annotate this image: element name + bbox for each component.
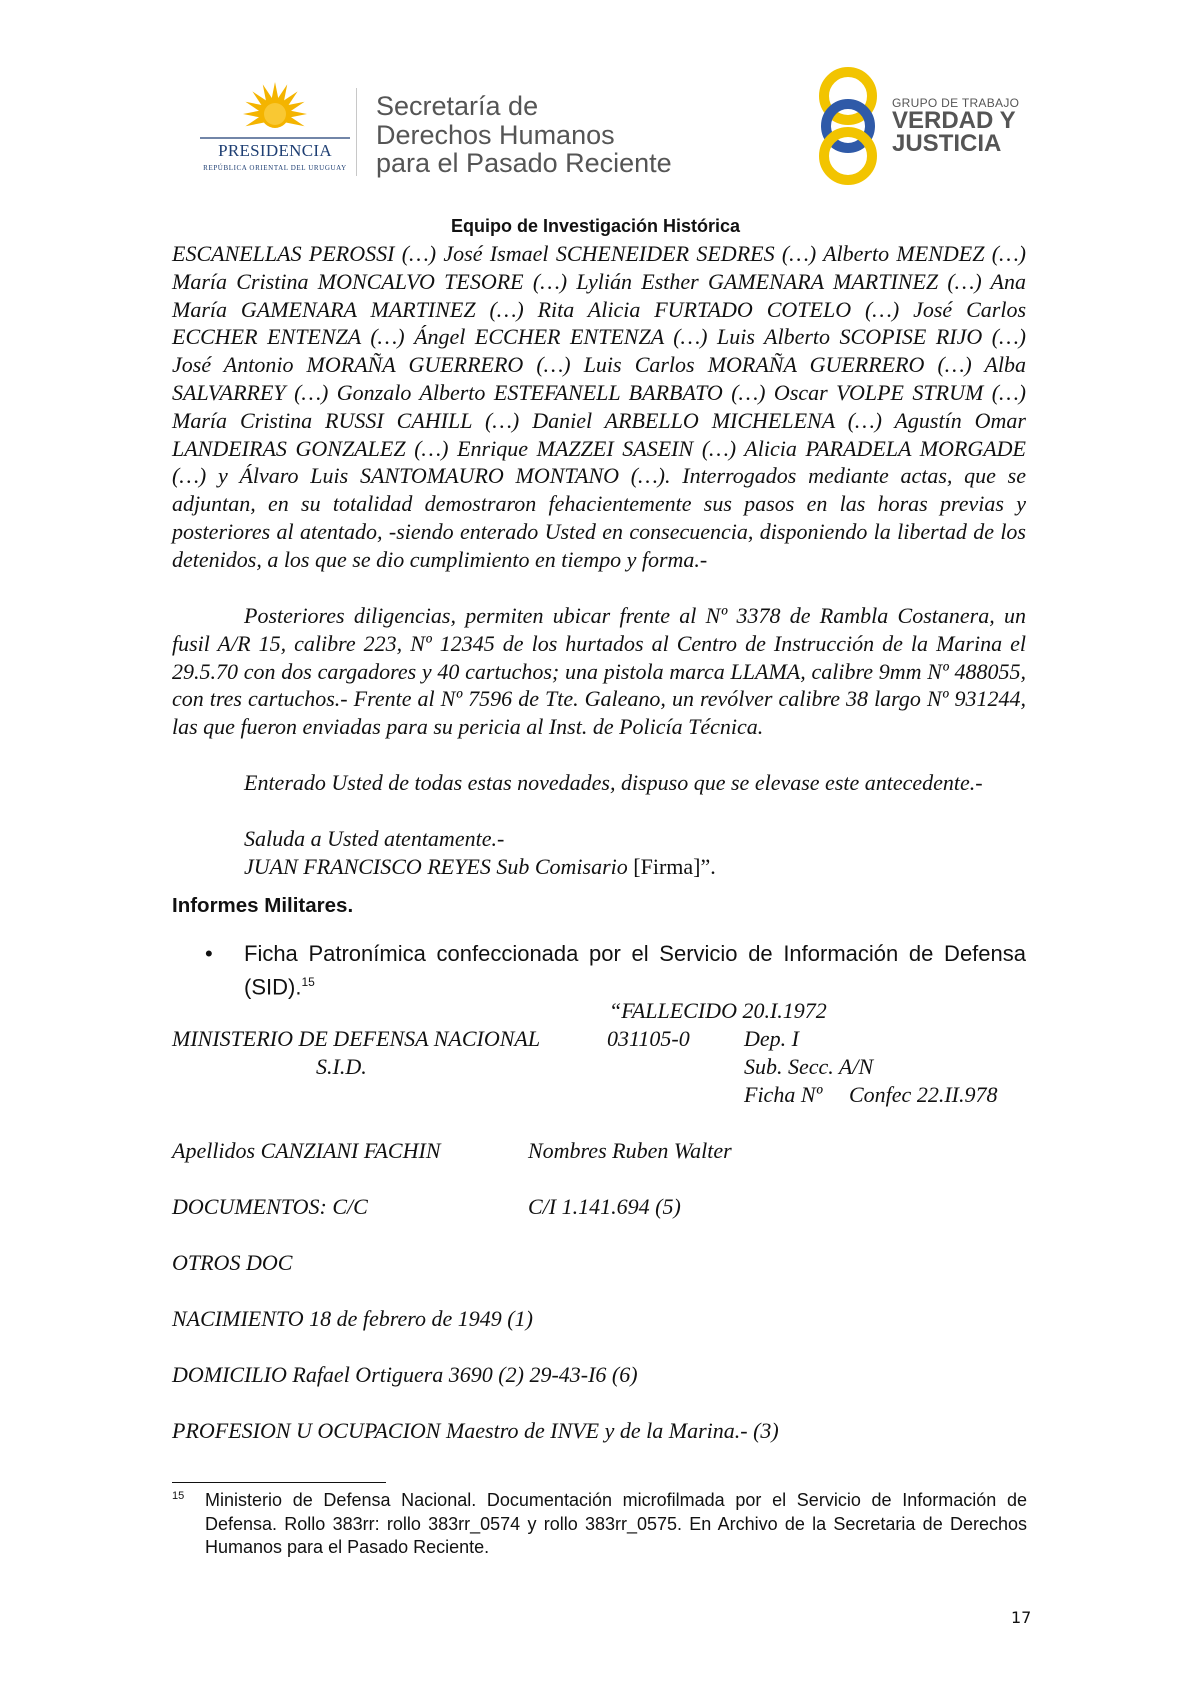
ficha-profesion: PROFESION U OCUPACION Maestro de INVE y de la Marina.- (3): [172, 1418, 779, 1443]
header-divider: [356, 88, 357, 176]
presidencia-label: PRESIDENCIA: [218, 141, 332, 160]
ficha-dep: Dep. I: [744, 1026, 799, 1051]
footnote-text: Ministerio de Defensa Nacional. Documentación microfilmada por el Servicio de Información de Defensa. Rollo 383rr: rollo 383rr_0574 y rollo 383rr_0575. En Archivo de la Secretaria de Derechos Humanos para el Pasado Reciente.: [205, 1490, 1027, 1557]
ficha-documentos: DOCUMENTOS: C/C: [172, 1194, 368, 1219]
footnote-separator: [172, 1482, 386, 1483]
signature-name: JUAN FRANCISCO REYES Sub Comisario: [244, 854, 628, 879]
grupo-trabajo-label: GRUPO DE TRABAJO: [892, 96, 1020, 110]
footnote-reference: 15: [301, 975, 315, 989]
secretaria-line-2: Derechos Humanos: [376, 120, 615, 150]
paragraph-diligencias: [172, 602, 1026, 741]
secretaria-line-3: para el Pasado Reciente: [376, 148, 672, 178]
justicia-label: JUSTICIA: [892, 130, 1002, 157]
paragraph-diligencias-text: Posteriores diligencias, permiten ubicar frente al Nº 3378 de Rambla Costanera, un fusil A/R 15, calibre 223, Nº 12345 de los hurtados al Centro de Instrucción de la Marina el 29.5.70 con dos cargadores y 40 cartuchos; una pistola marca LLAMA, calibre 9mm Nº 488055, con tres cartuchos.- Frente al Nº 7596 de Tte. Galeano, un revólver calibre 38 largo Nº 931244, las que fueron enviadas para su pericia al Inst. de Policía Técnica.: [172, 603, 1026, 740]
section-heading-informes: Informes Militares.: [172, 894, 354, 917]
ficha-domicilio: DOMICILIO Rafael Ortiguera 3690 (2) 29-43-I6 (6): [172, 1362, 638, 1387]
signature-tag: [Firma]”.: [633, 854, 716, 879]
ficha-numero: 031105-0: [607, 1026, 690, 1051]
signature-line: [244, 853, 716, 881]
verdad-label: VERDAD Y: [892, 107, 1016, 134]
ficha-numero-label: Ficha Nº: [744, 1082, 823, 1107]
bullet-item-ficha: [244, 940, 1026, 1001]
ficha-confec: Confec 22.II.978: [849, 1082, 998, 1107]
ficha-fallecido: “FALLECIDO 20.I.1972: [609, 998, 827, 1023]
paragraph-enterado: [172, 769, 1026, 797]
bullet-marker: •: [205, 941, 213, 966]
ficha-sid: S.I.D.: [316, 1054, 367, 1079]
footnote-number: 15: [172, 1490, 185, 1502]
closing-saluda: Saluda a Usted atentamente.-: [244, 826, 505, 851]
verdad-justicia-rings-logo: [810, 64, 900, 186]
ficha-apellidos: Apellidos CANZIANI FACHIN: [172, 1138, 441, 1163]
paragraph-enterado-text: Enterado Usted de todas estas novedades, dispuso que se elevase este antecedente.-: [244, 770, 983, 795]
presidencia-sublabel: REPÚBLICA ORIENTAL DEL URUGUAY: [203, 164, 347, 172]
ficha-nacimiento: NACIMIENTO 18 de febrero de 1949 (1): [172, 1306, 533, 1331]
page-number: 17: [1011, 1608, 1032, 1627]
ficha-ci: C/I 1.141.694 (5): [528, 1194, 681, 1219]
paragraph-detainees: ESCANELLAS PEROSSI (…) José Ismael SCHENEIDER SEDRES (…) Alberto MENDEZ (…) María Cristina MONCALVO TESORE (…) Lylián Esther GAMENARA MARTINEZ (…) Ana María GAMENARA MARTINEZ (…) Rita Alicia FURTADO COTELO (…) José Carlos ECCHER ENTENZA (…) Ángel ECCHER ENTENZA (…) Luis Alberto SCOPISE RIJO (…) José Antonio MORAÑA GUERRERO (…) Luis Carlos MORAÑA GUERRERO (…) Alba SALVARREY (…) Gonzalo Alberto ESTEFANELL BARBATO (…) Oscar VOLPE STRUM (…) María Cristina RUSSI CAHILL (…) Daniel ARBELLO MICHELENA (…) Agustín Omar LANDEIRAS GONZALEZ (…) Enrique MAZZEI SASEIN (…) Alicia PARADELA MORGADE (…) y Álvaro Luis SANTOMAURO MONTANO (…). Interrogados mediante actas, que se adjuntan, en su totalidad demostraron fehacientemente sus pasos en las horas previas y posteriores al atentado, -siendo enterado Usted en consecuencia, disponiendo la libertad de los detenidos, a los que se dio cumplimiento en tiempo y forma.-: [172, 241, 1026, 572]
team-title: Equipo de Investigación Histórica: [450, 216, 741, 236]
secretaria-line-1: Secretaría de: [376, 91, 539, 121]
bullet-item-text: Ficha Patronímica confeccionada por el Servicio de Información de Defensa (SID).: [244, 941, 1026, 1000]
ficha-ministerio: MINISTERIO DE DEFENSA NACIONAL: [172, 1026, 541, 1051]
ficha-nombres: Nombres Ruben Walter: [528, 1138, 732, 1163]
ficha-otros-doc: OTROS DOC: [172, 1250, 293, 1275]
ficha-subsecc: Sub. Secc. A/N: [744, 1054, 874, 1079]
